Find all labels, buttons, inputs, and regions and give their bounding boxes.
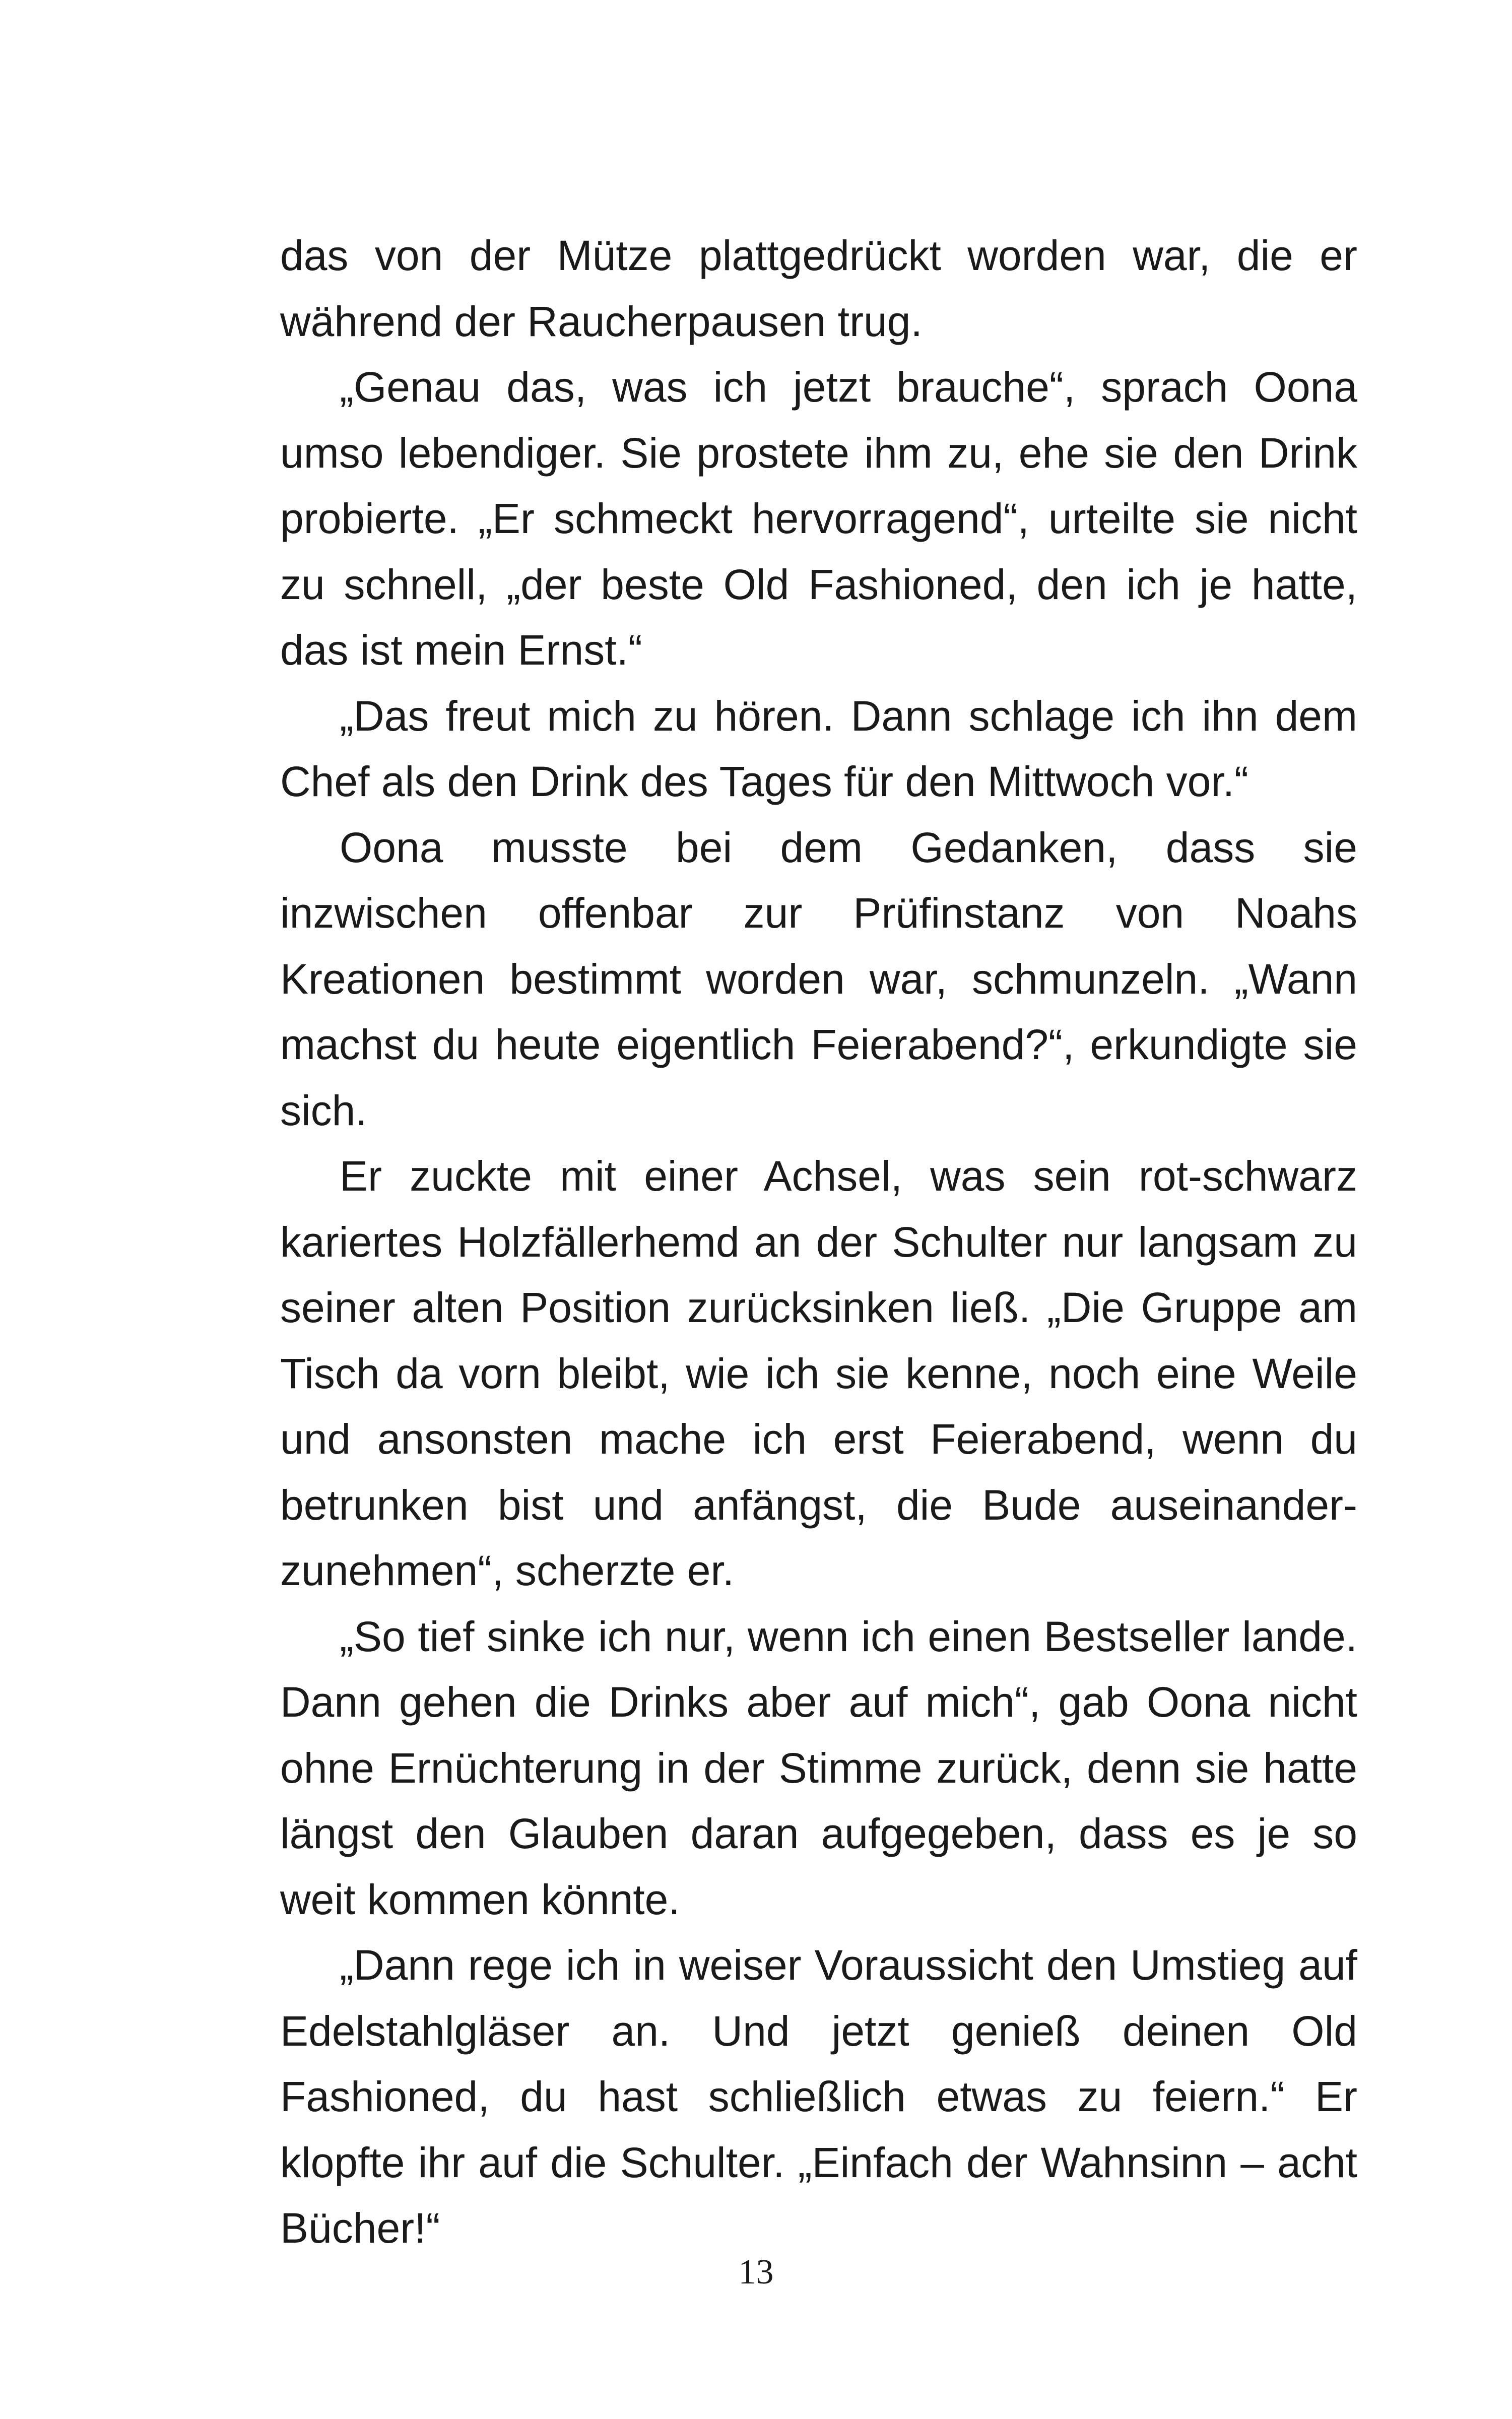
paragraph-continuation: das von der Mütze plattgedrückt worden war, die er während der Raucherpausen trug. xyxy=(280,232,1357,345)
paragraph: „So tief sinke ich nur, wenn ich einen Bestseller lande. Dann gehen die Drinks aber auf mich“, gab Oona nicht ohne Ernüchterung in der Stimme zurück, denn sie hatte längst den Glauben daran aufgegeben, dass es je so weit kommen könnte. xyxy=(280,1612,1357,1923)
page-number: 13 xyxy=(738,2253,774,2292)
paragraph: „Genau das, was ich jetzt brauche“, sprach Oona umso lebendiger. Sie prostete ihm zu, ehe sie den Drink probierte. „Er schmeckt hervorragend“, urteilte sie nicht zu schnell, „der beste Old Fashioned, den ich je hatte, das ist mein Ernst.“ xyxy=(280,363,1357,674)
paragraph: „Das freut mich zu hören. Dann schlage ich ihn dem Chef als den Drink des Tages für den Mittwoch vor.“ xyxy=(280,692,1357,805)
paragraph: Oona musste bei dem Gedanken, dass sie inzwischen offenbar zur Prüfinstanz von Noahs Kreationen bestimmt worden war, schmunzeln. „Wann machst du heute eigentlich Feierabend?“, erkundigte sie sich. xyxy=(280,823,1357,1134)
paragraph: Er zuckte mit einer Achsel, was sein rot-schwarz kariertes Holzfällerhemd an der Schulter nur langsam zu seiner alten Position zurücksinken ließ. „Die Gruppe am Tisch da vorn bleibt, wie ich sie kenne, noch eine Weile und ansonsten mache ich erst Feierabend, wenn du betrunken bist und anfängst, die Bude auseinanderzunehmen“, scherzte er. xyxy=(280,1152,1357,1594)
paragraph: „Dann rege ich in weiser Voraussicht den Umstieg auf Edelstahlgläser an. Und jetzt genieß deinen Old Fashioned, du hast schließlich etwas zu feiern.“ Er klopfte ihr auf die Schulter. „Einfach der Wahnsinn – acht Bücher!“ xyxy=(280,1941,1357,2252)
body-text xyxy=(280,223,1357,2261)
